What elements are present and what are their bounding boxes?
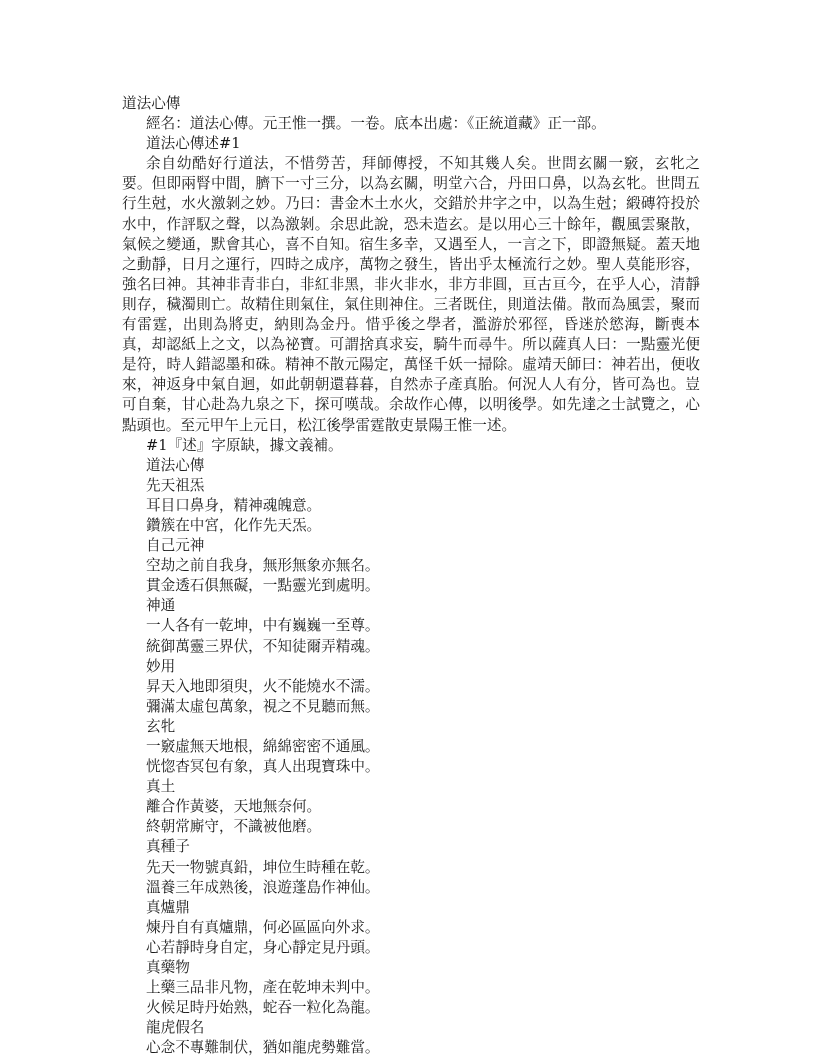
poem bbox=[122, 1018, 700, 1058]
poem-title: 真藥物 bbox=[146, 959, 190, 977]
poem-line: 溫養三年成熟後，浪遊蓬島作神仙。 bbox=[146, 878, 380, 896]
poem-line: 鑽簇在中宮，化作先天炁。 bbox=[146, 516, 322, 534]
poem bbox=[122, 596, 700, 656]
poem-line: 終朝常廝守，不識被他磨。 bbox=[146, 818, 322, 836]
poem-line: 彌滿太虛包萬象，視之不見聽而無。 bbox=[146, 697, 380, 715]
poem-title: 龍虎假名 bbox=[146, 1019, 205, 1037]
section-title: 道法心傳 bbox=[146, 456, 205, 474]
poem bbox=[122, 958, 700, 1018]
poem-line: 恍惚杳冥包有象，真人出現寶珠中。 bbox=[146, 758, 380, 776]
poem-title: 妙用 bbox=[146, 657, 176, 675]
document-title: 道法心傳 bbox=[122, 95, 181, 112]
poem-line: 先天一物號真鉛，坤位生時種在乾。 bbox=[146, 858, 380, 876]
poem bbox=[122, 476, 700, 536]
poem bbox=[122, 777, 700, 837]
poem-line: 上藥三品非凡物，產在乾坤未判中。 bbox=[146, 979, 380, 997]
poem-line: 空劫之前自我身，無形無象亦無名。 bbox=[146, 557, 380, 575]
poem-line: 離合作黃婆，天地無奈何。 bbox=[146, 798, 322, 816]
poem-title: 玄牝 bbox=[146, 717, 176, 735]
poem-title: 真種子 bbox=[146, 838, 190, 856]
poem-title: 自己元神 bbox=[146, 537, 205, 555]
poem-line: 統御萬靈三界伏，不知徒爾弄精魂。 bbox=[146, 637, 380, 655]
document-meta: 經名：道法心傳。元王惟一撰。一卷。底本出處：《正統道藏》正一部。 bbox=[146, 115, 606, 133]
poem bbox=[122, 657, 700, 717]
document-page bbox=[122, 94, 700, 1059]
poem-title: 真土 bbox=[146, 778, 176, 796]
poem bbox=[122, 717, 700, 777]
footnote: #1『述』字原缺，據文義補。 bbox=[146, 436, 343, 454]
preface-body: 余自幼酷好行道法，不惜勞苦，拜師傳授，不知其幾人矣。世問玄關一竅，玄牝之要。但即兩腎中間，臍下一寸三分，以為玄關，明堂六合，丹田口鼻，以為玄牝。世問五行生尅，水火激剝之妙。乃曰：書金木土水火，交錯於井字之中，以為生尅；緞磚符投於水中，作評馭之聲，以為激剝。余思此說，恐未造玄。是以用心三十餘年，觀風雲聚散，氣候之變通，默會其心，喜不自知。宿生多幸，又遇至人，一言之下，即證無疑。蓋天地之動靜，日月之運行，四時之成序，萬物之發生，皆出乎太極流行之妙。聖人莫能形容，強名曰神。其神非青非白，非紅非黑，非火非水，非方非圓，亘古亘今，在乎人心，清靜則存，穢濁則亡。故精住則氣住，氣住則神住。三者既住，則道法備。散而為風雲，聚而有雷霆，出則為將吏，納則為金丹。惜乎後之學者，濫游於邪徑，昏迷於慾海，斷喪本真，却認紙上之文，以為祕寶。可謂捨真求妄，騎牛而尋牛。所以薩真人曰：一點靈光便是符，時人錯認墨和硃。精神不散元陽定，萬怪千妖一掃除。虛靖天師曰：神若出，便收來，神返身中氣自迴，如此朝朝還暮暮，自然赤子產真胎。何況人人有分，皆可為也。豈可自棄，甘心赴為九泉之下，探可嘆哉。余故作心傳，以明後學。如先達之士試覽之，心點頭也。至元甲午上元日，松江後學雷霆散吏景陽王惟一述。 bbox=[122, 155, 700, 434]
poem-line: 一竅虛無天地根，綿綿密密不通風。 bbox=[146, 738, 380, 755]
poem bbox=[122, 837, 700, 897]
poem-line: 一人各有一乾坤，中有巍巍一至尊。 bbox=[146, 617, 380, 635]
poem-line: 昇天入地即須臾，火不能燒水不濡。 bbox=[146, 677, 380, 695]
poem bbox=[122, 536, 700, 596]
poem-title: 神通 bbox=[146, 597, 176, 615]
poem-line: 心若靜時身自定，身心靜定見丹頭。 bbox=[146, 938, 380, 956]
poem-line: 耳目口鼻身，精神魂魄意。 bbox=[146, 496, 322, 514]
poem-line: 心念不專難制伏，猶如龍虎勢難當。 bbox=[146, 1039, 380, 1057]
preface-title: 道法心傳述#1 bbox=[146, 135, 241, 153]
poem-line: 貫金透石俱無礙，一點靈光到處明。 bbox=[146, 577, 380, 595]
poem-line: 火候足時丹始熟，蛇吞一粒化為龍。 bbox=[146, 999, 380, 1017]
poem-line: 煉丹自有真爐鼎，何必區區向外求。 bbox=[146, 918, 380, 936]
poem bbox=[122, 898, 700, 958]
poem-title: 真爐鼎 bbox=[146, 898, 190, 916]
poem-title: 先天祖炁 bbox=[146, 476, 205, 494]
